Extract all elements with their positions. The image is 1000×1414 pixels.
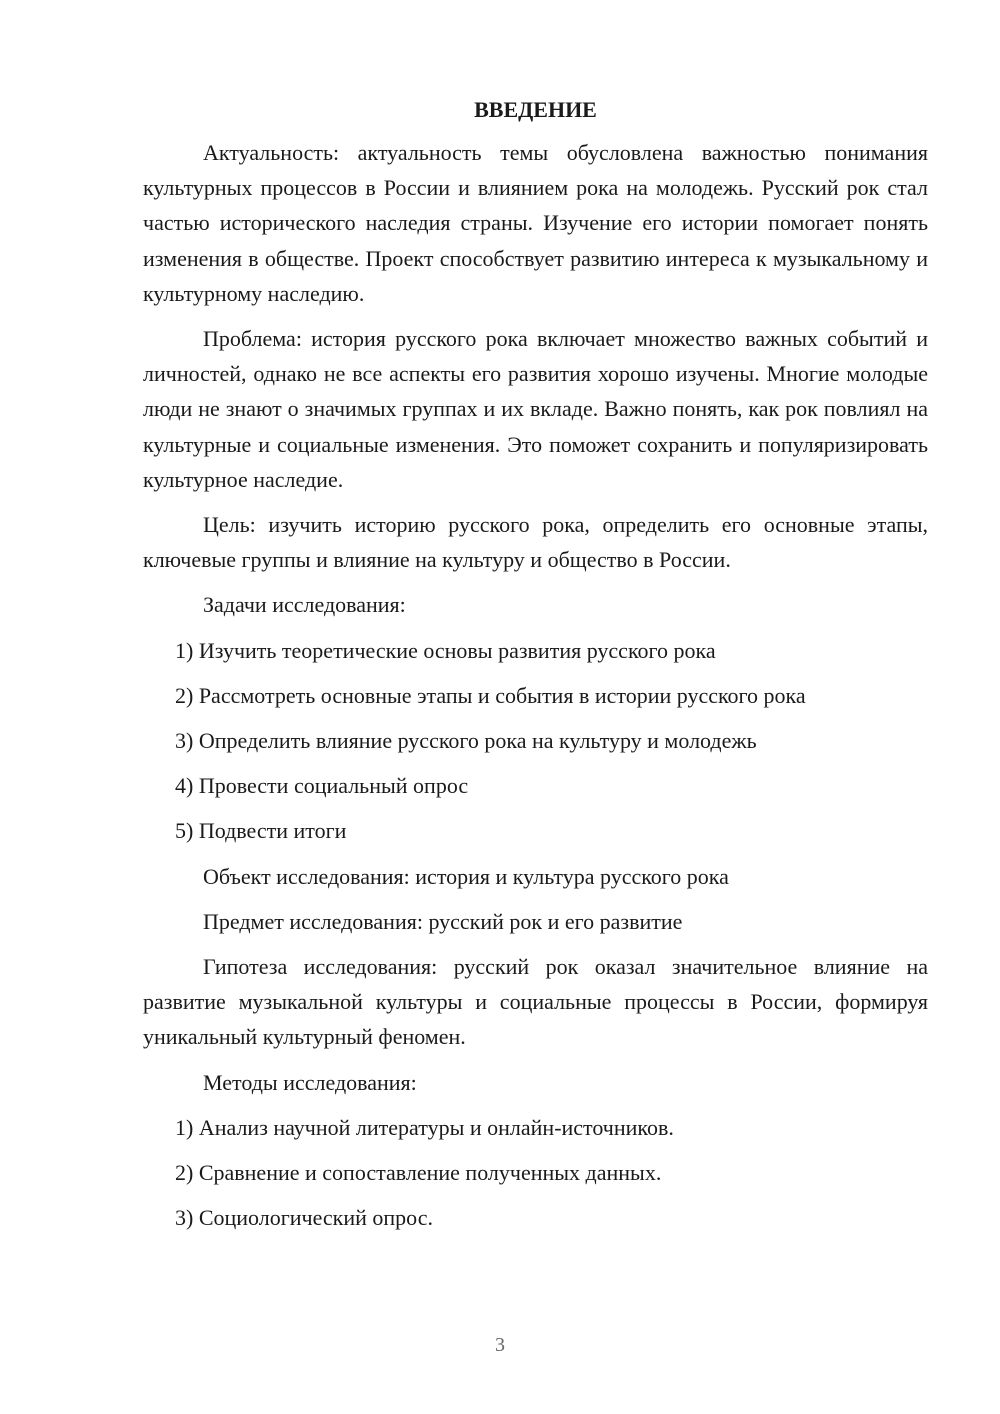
list-item: 3) Социологический опрос.: [175, 1205, 433, 1231]
methods-heading: Методы исследования:: [203, 1069, 417, 1095]
list-item: 1) Анализ научной литературы и онлайн-источников.: [175, 1114, 674, 1140]
list-item: 4) Провести социальный опрос: [175, 773, 469, 799]
page-number: 3: [495, 1334, 505, 1356]
section-title: ВВЕДЕНИЕ: [474, 97, 597, 122]
list-item: 1) Изучить теоретические основы развития русского рока: [175, 637, 716, 663]
document-page: [143, 92, 928, 1245]
subject-line: Предмет исследования: русский рок и его развитие: [203, 908, 683, 934]
hypothesis-paragraph: Гипотеза исследования: русский рок оказал значительное влияние на развитие музыкальной культуры и социальные процессы в России, формируя уникальный культурный феномен.: [143, 954, 928, 1050]
list-item: 2) Рассмотреть основные этапы и события в истории русского рока: [175, 682, 806, 708]
relevance-paragraph: Актуальность: актуальность темы обусловлена важностью понимания культурных процессов в России и влиянием рока на молодежь. Русский рок стал частью исторического наследия страны. Изучение его истории помогает понять изменения в обществе. Проект способствует развитию интереса к музыкальному и культурному наследию.: [143, 140, 928, 306]
problem-paragraph: Проблема: история русского рока включает множество важных событий и личностей, однако не все аспекты его развития хорошо изучены. Многие молодые люди не знают о значимых группах и их вкладе. Важно понять, как рок повлиял на культурные и социальные изменения. Это поможет сохранить и популяризировать культурное наследие.: [143, 326, 928, 492]
methods-list: [143, 1110, 928, 1236]
list-item: 2) Сравнение и сопоставление полученных данных.: [175, 1160, 662, 1186]
tasks-list: [143, 633, 928, 849]
goal-paragraph: Цель: изучить историю русского рока, определить его основные этапы, ключевые группы и влияние на культуру и общество в России.: [143, 512, 928, 573]
object-line: Объект исследования: история и культура русского рока: [203, 863, 729, 889]
list-item: 5) Подвести итоги: [175, 818, 347, 844]
tasks-heading: Задачи исследования:: [203, 592, 406, 618]
list-item: 3) Определить влияние русского рока на культуру и молодежь: [175, 728, 757, 754]
